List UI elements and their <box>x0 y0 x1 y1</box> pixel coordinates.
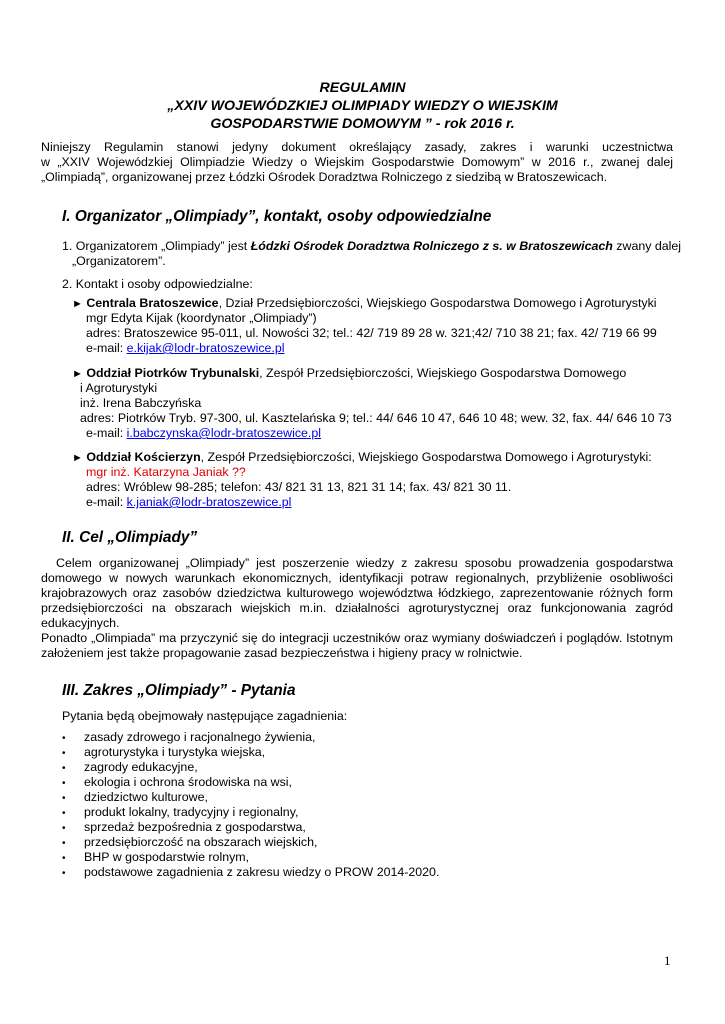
contact-1-person: mgr Edyta Kijak (koordynator „Olimpiady”) <box>86 311 317 325</box>
bullet-icon: • <box>62 778 66 789</box>
organizer-alias: „Organizatorem”. <box>72 254 166 268</box>
contact-3-name: Oddział Kościerzyn <box>86 450 201 464</box>
arrow-icon: ► <box>72 298 83 310</box>
list-item: produkt lokalny, tradycyjny i regionalny, <box>84 805 299 819</box>
contact-1-name: Centrala Bratoszewice <box>86 296 219 310</box>
goal-line-1: Celem organizowanej „Olimpiady” jest poszerzenie wiedzy z zakresu sposobu prowadzenia gospodarstwa <box>56 556 673 570</box>
goal-line-2: domowego w nowych warunkach ekonomicznych, identyfikacji potraw regionalnych, przybliżenie osobliwości <box>41 571 673 585</box>
contact-2-dept: , Zespół Przedsiębiorczości, Wiejskiego Gospodarstwa Domowego <box>259 366 627 380</box>
questions-intro: Pytania będą obejmowały następujące zagadnienia: <box>62 709 348 723</box>
list-item: podstawowe zagadnienia z zakresu wiedzy o PROW 2014-2020. <box>84 865 440 879</box>
list-item: zagrody edukacyjne, <box>84 760 198 774</box>
contact-2-email-row <box>86 426 321 442</box>
organizer-suffix: zwany dalej <box>612 239 682 253</box>
organizer-paragraph <box>62 239 681 255</box>
list-item: zasady zdrowego i racjonalnego żywienia, <box>84 730 316 744</box>
contact-3-address: adres: Wróblew 98-285; telefon: 43/ 821 31 13, 821 31 14; fax. 43/ 821 30 11. <box>86 480 512 494</box>
section-2-heading: II. Cel „Olimpiady” <box>62 529 198 546</box>
bullet-icon: • <box>62 808 66 819</box>
goal-line-5: edukacyjnych. <box>41 616 120 630</box>
bullet-icon: • <box>62 838 66 849</box>
goal-line-3: krajobrazowych oraz zasobów dziedzictwa kulturowego województwa łódzkiego, zaprezentowanie różnych form <box>41 586 673 600</box>
contact-1-dept: , Dział Przedsiębiorczości, Wiejskiego Gospodarstwa Domowego i Agroturystyki <box>218 296 657 310</box>
intro-line-2: w „XXIV Wojewódzkiej Olimpiadzie Wiedzy o Wiejskim Gospodarstwie Domowym” w 2016 r., zwanej dalej <box>41 155 673 169</box>
list-item: dziedzictwo kulturowe, <box>84 790 208 804</box>
bullet-icon: • <box>62 763 66 774</box>
title-regulamin: REGULAMIN <box>319 80 406 96</box>
bullet-icon: • <box>62 853 66 864</box>
list-item: BHP w gospodarstwie rolnym, <box>84 850 250 864</box>
arrow-icon: ► <box>72 452 83 464</box>
contacts-heading: 2. Kontakt i osoby odpowiedzialne: <box>62 277 253 291</box>
list-item: agroturystyka i turystyka wiejska, <box>84 745 266 759</box>
list-item: przedsiębiorczość na obszarach wiejskich, <box>84 835 318 849</box>
contact-3-email-label: e-mail: <box>86 495 127 509</box>
list-item: sprzedaż bezpośrednia z gospodarstwa, <box>84 820 306 834</box>
bullet-icon: • <box>62 733 66 744</box>
bullet-icon: • <box>62 793 66 804</box>
goal-line-6: Ponadto „Olimpiada” ma przyczynić się do integracji uczestników oraz wymiany doświadczeń i poglądów. Istotnym <box>41 631 673 645</box>
contact-3-email-row <box>86 495 291 511</box>
section-1-heading: I. Organizator „Olimpiady”, kontakt, osoby odpowiedzialne <box>62 208 492 225</box>
contact-2-person: inż. Irena Babczyńska <box>80 396 202 410</box>
contact-2-name: Oddział Piotrków Trybunalski <box>86 366 260 380</box>
contact-2-email-link[interactable]: i.babczynska@lodr-bratoszewice.pl <box>126 426 322 440</box>
bullet-icon: • <box>62 868 66 879</box>
goal-line-4: przedsiębiorczości na obszarach wiejskich m.in. działalności agroturystycznej oraz funkcjonowania zagród <box>41 601 673 615</box>
list-item: ekologia i ochrona środowiska na wsi, <box>84 775 292 789</box>
contact-1-address: adres: Bratoszewice 95-011, ul. Nowości 32; tel.: 42/ 719 89 28 w. 321;42/ 710 38 21; fax. 42/ 719 66 99 <box>86 326 657 340</box>
title-olympiad-name: „XXIV WOJEWÓDZKIEJ OLIMPIADY WIEDZY O WIEJSKIM <box>167 98 558 114</box>
contact-1-email-link[interactable]: e.kijak@lodr-bratoszewice.pl <box>126 341 285 355</box>
contact-2-email-label: e-mail: <box>86 426 127 440</box>
contact-2-address: adres: Piotrków Tryb. 97-300, ul. Kasztelańska 9; tel.: 44/ 646 10 47, 646 10 48; wew. 32, fax. 44/ 646 10 73 <box>80 411 672 425</box>
contact-3-dept: , Zespół Przedsiębiorczości, Wiejskiego Gospodarstwa Domowego i Agroturystyki: <box>200 450 652 464</box>
contact-1-email-row <box>86 341 285 357</box>
contact-3-email-link[interactable]: k.janiak@lodr-bratoszewice.pl <box>126 495 292 509</box>
section-3-heading: III. Zakres „Olimpiady” - Pytania <box>62 682 296 699</box>
contact-1-email-label: e-mail: <box>86 341 127 355</box>
intro-line-1: Niniejszy Regulamin stanowi jedyny dokument określający zasady, zakres i warunki uczestnictwa <box>41 140 673 154</box>
organizer-prefix: 1. Organizatorem „Olimpiady” jest <box>62 239 251 253</box>
organizer-name: Łódzki Ośrodek Doradztwa Rolniczego z s. w Bratoszewicach <box>250 239 613 253</box>
contact-2-dept-continued: i Agroturystyki <box>80 381 158 395</box>
arrow-icon: ► <box>72 368 83 380</box>
title-olympiad-year: GOSPODARSTWIE DOMOWYM ” - rok 2016 r. <box>210 116 515 132</box>
contact-3-person: mgr inż. Katarzyna Janiak ?? <box>86 465 246 479</box>
bullet-icon: • <box>62 748 66 759</box>
bullet-icon: • <box>62 823 66 834</box>
intro-line-3: „Olimpiadą”, organizowanej przez Łódzki Ośrodek Doradztwa Rolniczego z siedzibą w Bratoszewicach. <box>41 170 608 184</box>
page-number: 1 <box>664 953 671 968</box>
goal-line-7: założeniem jest także propagowanie zasad bezpieczeństwa i higieny pracy w rolnictwie. <box>41 646 523 660</box>
